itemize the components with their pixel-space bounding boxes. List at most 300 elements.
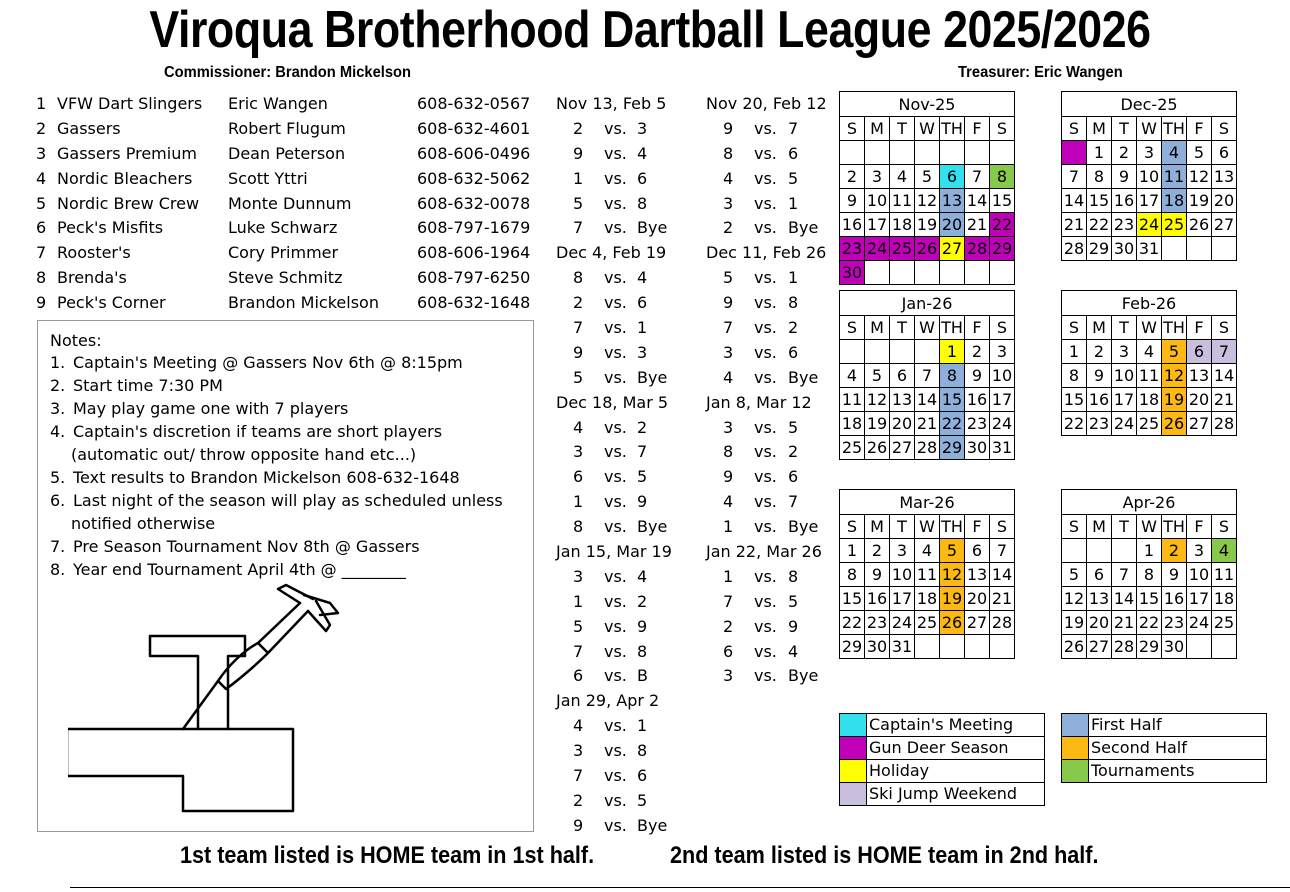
calendar-day xyxy=(940,261,965,285)
day-header: T xyxy=(1112,316,1137,340)
home-team-number: 7 xyxy=(573,318,584,338)
home-team-number: 6 xyxy=(573,666,584,686)
team-phone: 608-632-0078 xyxy=(417,193,531,213)
home-team-number: 4 xyxy=(573,417,584,437)
calendar-day: 14 xyxy=(990,563,1015,587)
calendar-day: 23 xyxy=(1162,611,1187,635)
calendar-day xyxy=(1112,539,1137,563)
calendar-day: 22 xyxy=(840,611,865,635)
note-item xyxy=(50,422,442,441)
matchup-row xyxy=(706,366,826,391)
day-header: TH xyxy=(940,515,965,539)
calendar-day xyxy=(1212,237,1237,261)
calendar-day: 20 xyxy=(890,412,915,436)
note-number: 8. xyxy=(50,560,66,579)
day-header: M xyxy=(865,316,890,340)
calendar-day: 3 xyxy=(890,539,915,563)
calendar-day: 14 xyxy=(965,189,990,213)
matchup-row xyxy=(556,216,676,241)
matchup-row xyxy=(556,515,676,540)
calendar-day xyxy=(915,340,940,364)
calendar-day: 7 xyxy=(1212,340,1237,364)
team-number: 1 xyxy=(36,94,47,113)
calendar-day: 19 xyxy=(1187,189,1212,213)
legend-label: Gun Deer Season xyxy=(867,737,1045,760)
calendar-day: 1 xyxy=(940,340,965,364)
matchup-row xyxy=(706,490,826,515)
away-team-number: 7 xyxy=(637,442,648,462)
vs-label: vs. xyxy=(754,591,777,611)
away-team-number: 4 xyxy=(637,566,648,586)
team-phone: 608-606-0496 xyxy=(417,143,531,163)
calendar-feb-26 xyxy=(1061,290,1237,436)
calendar-day xyxy=(965,635,990,659)
team-phone: 608-797-6250 xyxy=(417,268,531,288)
calendar-day xyxy=(990,141,1015,165)
away-team-number: 5 xyxy=(788,591,799,611)
home-team-number: 3 xyxy=(723,193,734,213)
calendar-day: 3 xyxy=(990,340,1015,364)
schedule-date-header: Nov 13, Feb 5 xyxy=(556,94,667,113)
matchup-row xyxy=(556,814,676,839)
calendar-day: 16 xyxy=(840,213,865,237)
note-item xyxy=(50,468,460,487)
vs-label: vs. xyxy=(754,367,777,387)
home-team-number: 9 xyxy=(573,815,584,835)
vs-label: vs. xyxy=(604,417,627,437)
day-header: M xyxy=(1087,515,1112,539)
calendar-day: 5 xyxy=(1062,563,1087,587)
calendar-day: 20 xyxy=(940,213,965,237)
vs-label: vs. xyxy=(604,342,627,362)
calendar-day: 12 xyxy=(865,388,890,412)
day-header: TH xyxy=(1162,316,1187,340)
vs-label: vs. xyxy=(754,666,777,686)
matchup-row xyxy=(706,291,826,316)
team-captain: Steve Schmitz xyxy=(228,268,343,288)
team-phone: 608-632-1648 xyxy=(417,293,531,313)
day-header: TH xyxy=(940,316,965,340)
calendar-day: 21 xyxy=(915,412,940,436)
team-phone: 608-632-0567 xyxy=(417,94,531,113)
matchup-row xyxy=(556,117,676,142)
calendar-day: 26 xyxy=(1162,412,1187,436)
calendar-day: 22 xyxy=(940,412,965,436)
calendar-day xyxy=(940,141,965,165)
vs-label: vs. xyxy=(604,790,627,810)
calendar-day xyxy=(865,141,890,165)
matchup-row xyxy=(556,565,676,590)
calendar-day: 19 xyxy=(915,213,940,237)
calendar-day: 2 xyxy=(1162,539,1187,563)
calendar-day: 18 xyxy=(840,412,865,436)
away-team-number: B xyxy=(637,666,648,686)
calendar-day: 27 xyxy=(1212,213,1237,237)
vs-label: vs. xyxy=(604,467,627,487)
calendar-day: 10 xyxy=(1187,563,1212,587)
day-header: F xyxy=(965,117,990,141)
schedule-date-header: Jan 22, Mar 26 xyxy=(706,542,822,562)
notes-title: Notes: xyxy=(50,331,102,350)
calendar-day: 30 xyxy=(840,261,865,285)
away-team-number: 4 xyxy=(637,268,648,288)
vs-label: vs. xyxy=(604,766,627,786)
legend-swatch xyxy=(840,714,867,737)
calendar-day xyxy=(865,340,890,364)
matchup-row xyxy=(706,465,826,490)
calendar-day: 24 xyxy=(1137,213,1162,237)
legend-swatch xyxy=(840,760,867,783)
calendar-day: 8 xyxy=(990,165,1015,189)
schedule-column-right xyxy=(706,92,826,689)
away-team-number: Bye xyxy=(637,815,668,835)
away-team-number: 3 xyxy=(637,118,648,138)
legend-swatch xyxy=(1062,760,1089,783)
calendar-day: 2 xyxy=(965,340,990,364)
calendar-day: 9 xyxy=(840,189,865,213)
calendar-day: 30 xyxy=(1162,635,1187,659)
away-team-number: Bye xyxy=(637,218,668,238)
calendar-day: 9 xyxy=(1087,364,1112,388)
vs-label: vs. xyxy=(604,193,627,213)
note-item xyxy=(50,399,348,418)
matchup-row xyxy=(706,416,826,441)
team-name: Gassers Premium xyxy=(57,143,197,163)
calendar-day xyxy=(990,261,1015,285)
home-team-number: 5 xyxy=(573,193,584,213)
matchup-row xyxy=(556,341,676,366)
calendar-day: 17 xyxy=(890,587,915,611)
note-item xyxy=(50,353,463,372)
calendar-day xyxy=(915,261,940,285)
vs-label: vs. xyxy=(754,193,777,213)
away-team-number: 6 xyxy=(637,168,648,188)
calendar-day: 18 xyxy=(1137,388,1162,412)
calendar-day: 27 xyxy=(1087,635,1112,659)
team-captain: Eric Wangen xyxy=(228,94,328,113)
team-number: 4 xyxy=(36,168,47,188)
matchup-row xyxy=(556,615,676,640)
away-team-number: 8 xyxy=(637,741,648,761)
calendar-day: 26 xyxy=(1187,213,1212,237)
home-team-number: 5 xyxy=(573,367,584,387)
calendar-day: 23 xyxy=(865,611,890,635)
day-header: W xyxy=(915,316,940,340)
day-header: S xyxy=(1062,515,1087,539)
calendar-day: 22 xyxy=(1062,412,1087,436)
calendar-day: 17 xyxy=(990,388,1015,412)
note-text: May play game one with 7 players xyxy=(73,399,349,418)
calendar-day: 26 xyxy=(940,611,965,635)
calendar-day: 25 xyxy=(1212,611,1237,635)
team-phone: 608-606-1964 xyxy=(417,243,531,263)
away-team-number: 7 xyxy=(788,118,799,138)
team-number: 8 xyxy=(36,268,47,288)
calendar-day xyxy=(915,635,940,659)
away-team-number: 4 xyxy=(788,641,799,661)
day-header: T xyxy=(1112,117,1137,141)
team-number: 3 xyxy=(36,143,47,163)
vs-label: vs. xyxy=(754,318,777,338)
page-title: Viroqua Brotherhood Dartball League 2025/2026 xyxy=(149,1,1151,59)
calendar-day: 12 xyxy=(1162,364,1187,388)
calendar-day: 21 xyxy=(965,213,990,237)
calendar-day: 21 xyxy=(1112,611,1137,635)
team-number: 5 xyxy=(36,193,47,213)
calendar-day: 24 xyxy=(890,611,915,635)
away-team-number: 4 xyxy=(637,143,648,163)
home-team-number: 7 xyxy=(723,591,734,611)
away-team-number: 6 xyxy=(637,293,648,313)
away-team-number: 9 xyxy=(788,616,799,636)
vs-label: vs. xyxy=(604,293,627,313)
calendar-day: 24 xyxy=(1187,611,1212,635)
calendar-day: 29 xyxy=(990,237,1015,261)
day-header: W xyxy=(1137,515,1162,539)
calendar-day: 19 xyxy=(1062,611,1087,635)
note-number: 2. xyxy=(50,376,66,395)
day-header: TH xyxy=(1162,515,1187,539)
day-header: F xyxy=(965,515,990,539)
day-header: S xyxy=(1062,316,1087,340)
vs-label: vs. xyxy=(604,143,627,163)
team-name: Peck's Misfits xyxy=(57,218,164,238)
vs-label: vs. xyxy=(604,566,627,586)
calendar-day: 12 xyxy=(1187,165,1212,189)
legend-label: First Half xyxy=(1089,714,1267,737)
home-team-number: 2 xyxy=(723,616,734,636)
calendar-day: 15 xyxy=(1137,587,1162,611)
schedule-date-header: Dec 4, Feb 19 xyxy=(556,243,667,263)
day-header: F xyxy=(965,316,990,340)
matchup-row xyxy=(706,440,826,465)
calendar-day: 31 xyxy=(890,635,915,659)
calendar-day: 19 xyxy=(865,412,890,436)
team-phone: 608-632-5062 xyxy=(417,168,531,188)
home-team-number: 4 xyxy=(723,168,734,188)
matchup-row xyxy=(706,341,826,366)
calendar-day: 11 xyxy=(840,388,865,412)
day-header: M xyxy=(865,515,890,539)
calendar-day xyxy=(1187,237,1212,261)
matchup-row xyxy=(556,789,676,814)
matchup-row xyxy=(556,291,676,316)
team-captain: Robert Flugum xyxy=(228,118,346,138)
legend-label: Holiday xyxy=(867,760,1045,783)
calendar-month-title: Nov-25 xyxy=(840,92,1015,117)
matchup-row xyxy=(556,366,676,391)
calendar-day: 29 xyxy=(1137,635,1162,659)
home-team-number: 2 xyxy=(573,293,584,313)
schedule-date-header: Dec 11, Feb 26 xyxy=(706,243,827,263)
home-team-number: 6 xyxy=(723,641,734,661)
away-team-number: Bye xyxy=(788,517,819,537)
note-item xyxy=(50,376,223,395)
matchup-row xyxy=(556,664,676,689)
calendar-day: 10 xyxy=(990,364,1015,388)
calendar-day: 14 xyxy=(915,388,940,412)
calendar-day: 28 xyxy=(1062,237,1087,261)
calendar-day xyxy=(890,261,915,285)
home-team-number: 8 xyxy=(723,442,734,462)
note-number: 1. xyxy=(50,353,66,372)
team-phone: 608-797-1679 xyxy=(417,218,531,238)
day-header: M xyxy=(1087,117,1112,141)
legend-label: Tournaments xyxy=(1089,760,1267,783)
home-team-number: 1 xyxy=(723,517,734,537)
away-team-number: 6 xyxy=(788,342,799,362)
calendar-day: 24 xyxy=(1112,412,1137,436)
calendar-day: 28 xyxy=(965,237,990,261)
matchup-row xyxy=(706,216,826,241)
calendar-month-title: Jan-26 xyxy=(840,291,1015,316)
matchup-row xyxy=(556,590,676,615)
note-text: Start time 7:30 PM xyxy=(73,376,223,395)
away-team-number: 1 xyxy=(788,268,799,288)
home-team-number: 2 xyxy=(573,790,584,810)
away-team-number: 1 xyxy=(637,318,648,338)
calendar-day xyxy=(890,340,915,364)
calendar-day: 23 xyxy=(965,412,990,436)
calendar-day: 14 xyxy=(1062,189,1087,213)
legend-swatch xyxy=(1062,737,1089,760)
calendar-day: 1 xyxy=(1137,539,1162,563)
matchup-row xyxy=(556,192,676,217)
vs-label: vs. xyxy=(754,218,777,238)
calendar-day: 5 xyxy=(915,165,940,189)
home-team-number: 9 xyxy=(723,467,734,487)
calendar-day: 23 xyxy=(1112,213,1137,237)
matchup-row xyxy=(706,167,826,192)
day-header: T xyxy=(890,117,915,141)
calendar-month-title: Feb-26 xyxy=(1062,291,1237,316)
home-team-number: 1 xyxy=(573,168,584,188)
calendar-day: 4 xyxy=(890,165,915,189)
team-captain: Luke Schwarz xyxy=(228,218,338,238)
home-team-number: 3 xyxy=(573,566,584,586)
matchup-row xyxy=(706,142,826,167)
away-team-number: Bye xyxy=(637,517,668,537)
away-team-number: 2 xyxy=(788,318,799,338)
home-team-number: 7 xyxy=(573,766,584,786)
calendar-day: 19 xyxy=(940,587,965,611)
team-number: 9 xyxy=(36,293,47,313)
calendar-day: 15 xyxy=(940,388,965,412)
day-header: S xyxy=(1212,316,1237,340)
calendar-day: 28 xyxy=(1112,635,1137,659)
matchup-row xyxy=(706,192,826,217)
calendar-day xyxy=(1062,539,1087,563)
matchup-row xyxy=(556,142,676,167)
day-header: S xyxy=(840,515,865,539)
away-team-number: 2 xyxy=(637,591,648,611)
vs-label: vs. xyxy=(754,342,777,362)
calendar-day xyxy=(965,261,990,285)
calendar-day: 1 xyxy=(840,539,865,563)
vs-label: vs. xyxy=(754,641,777,661)
calendar-day: 9 xyxy=(1112,165,1137,189)
team-name: Gassers xyxy=(57,118,121,138)
legend-swatch xyxy=(840,737,867,760)
calendar-day: 31 xyxy=(1137,237,1162,261)
day-header: W xyxy=(915,515,940,539)
dartboard-drawing-icon xyxy=(68,581,388,821)
calendar-day: 25 xyxy=(1137,412,1162,436)
home-team-number: 2 xyxy=(573,118,584,138)
calendar-day xyxy=(965,141,990,165)
calendar-day: 20 xyxy=(965,587,990,611)
day-header: S xyxy=(990,316,1015,340)
calendar-day: 17 xyxy=(1112,388,1137,412)
away-team-number: 1 xyxy=(637,716,648,736)
calendar-day: 28 xyxy=(990,611,1015,635)
team-name: Peck's Corner xyxy=(57,293,166,313)
calendar-day: 13 xyxy=(1187,364,1212,388)
calendar-day: 24 xyxy=(990,412,1015,436)
calendar-day: 2 xyxy=(1087,340,1112,364)
note-text: Year end Tournament April 4th @ ________ xyxy=(73,560,406,579)
home-team-number: 7 xyxy=(573,218,584,238)
away-team-number: 3 xyxy=(637,342,648,362)
calendar-day: 30 xyxy=(965,436,990,460)
matchup-row xyxy=(706,117,826,142)
calendar-day: 13 xyxy=(1087,587,1112,611)
calendar-day: 27 xyxy=(890,436,915,460)
calendar-day: 22 xyxy=(990,213,1015,237)
calendar-mar-26 xyxy=(839,489,1015,659)
calendar-day: 15 xyxy=(990,189,1015,213)
vs-label: vs. xyxy=(604,616,627,636)
matchup-row xyxy=(556,167,676,192)
note-item xyxy=(50,537,420,556)
calendar-day: 3 xyxy=(1187,539,1212,563)
legend-swatch xyxy=(840,783,867,806)
calendar-day: 6 xyxy=(1187,340,1212,364)
day-header: W xyxy=(1137,117,1162,141)
day-header: T xyxy=(890,316,915,340)
calendar-day: 5 xyxy=(1162,340,1187,364)
note-number: 3. xyxy=(50,399,66,418)
home-team-number: 9 xyxy=(573,342,584,362)
vs-label: vs. xyxy=(754,118,777,138)
note-item xyxy=(50,560,406,579)
day-header: F xyxy=(1187,117,1212,141)
matchup-row xyxy=(556,764,676,789)
vs-label: vs. xyxy=(604,517,627,537)
day-header: W xyxy=(915,117,940,141)
calendar-day: 20 xyxy=(1212,189,1237,213)
calendar-day xyxy=(890,141,915,165)
day-header: S xyxy=(1062,117,1087,141)
calendar-day: 30 xyxy=(865,635,890,659)
calendar-day: 8 xyxy=(1062,364,1087,388)
calendar-month-title: Apr-26 xyxy=(1062,490,1237,515)
day-header: M xyxy=(1087,316,1112,340)
home-team-number: 3 xyxy=(723,342,734,362)
calendar-day xyxy=(1087,539,1112,563)
away-team-number: 9 xyxy=(637,616,648,636)
home-team-number: 8 xyxy=(723,143,734,163)
note-continuation: notified otherwise xyxy=(71,514,216,533)
team-phone: 608-632-4601 xyxy=(417,118,531,138)
home-team-number: 3 xyxy=(573,442,584,462)
calendar-day: 4 xyxy=(840,364,865,388)
vs-label: vs. xyxy=(604,591,627,611)
away-team-number: 8 xyxy=(788,293,799,313)
matchup-row xyxy=(706,266,826,291)
team-number: 7 xyxy=(36,243,47,263)
home-team-number: 8 xyxy=(573,517,584,537)
